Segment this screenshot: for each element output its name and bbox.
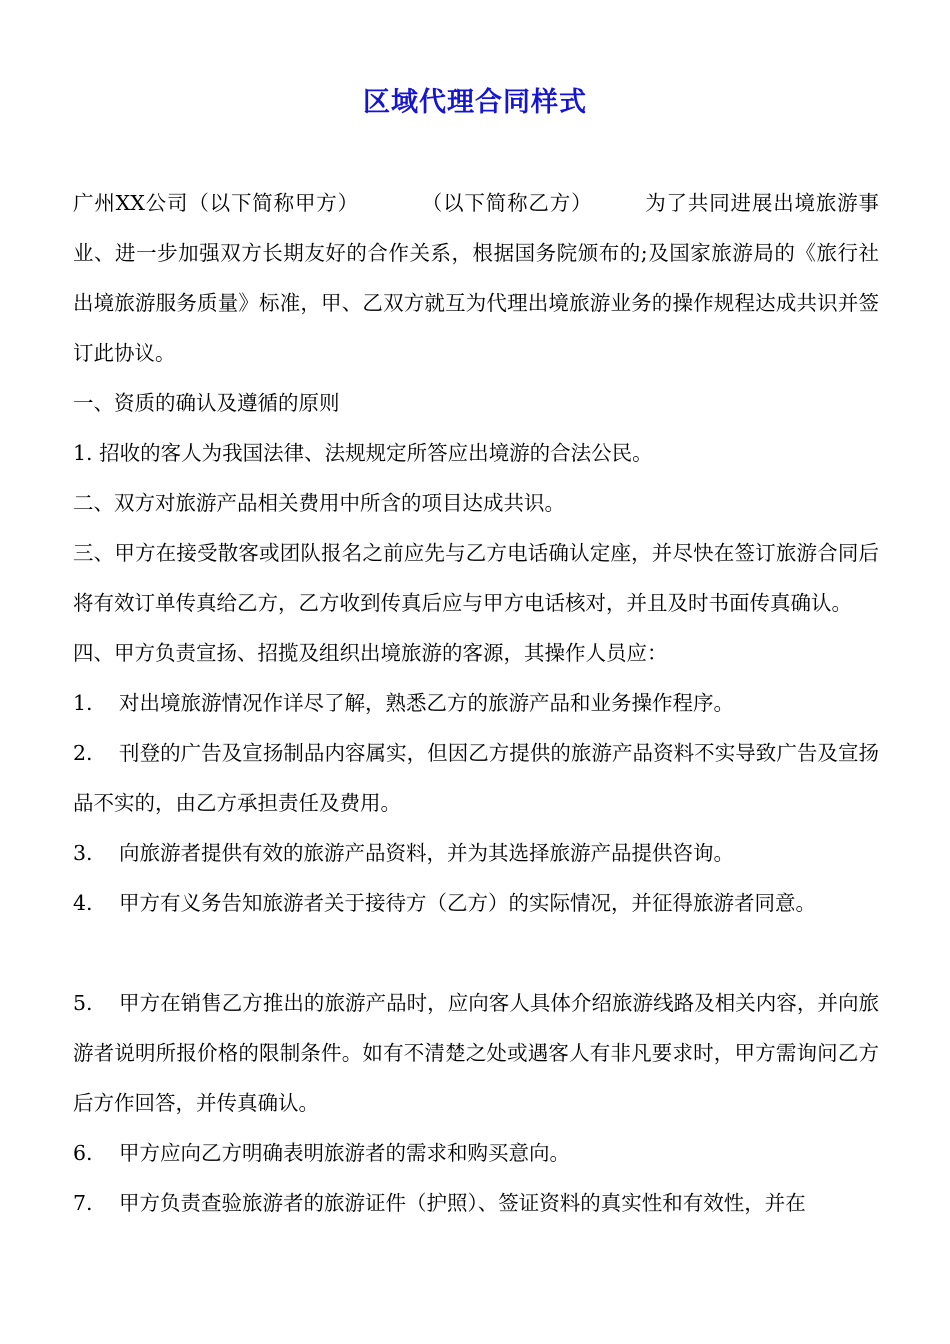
paragraph-gap <box>73 928 879 978</box>
item-text: 甲方在销售乙方推出的旅游产品时，应向客人具体介绍旅游线路及相关内容，并向旅游者说明所报价格的限制条件。如有不清楚之处或遇客人有非凡要求时，甲方需询问乙方后方作回答，并传真确认。 <box>73 991 879 1115</box>
list-item <box>73 878 879 928</box>
list-item <box>73 678 879 728</box>
list-item <box>73 1178 879 1228</box>
list-item <box>73 1128 879 1178</box>
item-number: 4. <box>73 891 93 915</box>
section-1-heading: 一、资质的确认及遵循的原则 <box>73 391 340 415</box>
item-text: 刊登的广告及宣扬制品内容属实，但因乙方提供的旅游产品资料不实导致广告及宣扬品不实的，由乙方承担责任及费用。 <box>73 741 879 815</box>
item-number: 5. <box>73 991 93 1015</box>
item-number: 6. <box>73 1141 93 1165</box>
item-number: 7. <box>73 1191 93 1215</box>
document-title: 区域代理合同样式 <box>363 87 587 118</box>
item-text: 甲方负责查验旅游者的旅游证件（护照）、签证资料的真实性和有效性，并在 <box>119 1191 806 1215</box>
item-text: 甲方有义务告知旅游者关于接待方（乙方）的实际情况，并征得旅游者同意。 <box>119 891 816 915</box>
list-item <box>73 828 879 878</box>
item-number: 3. <box>73 841 93 865</box>
section-1-item-1: 1. 招收的客人为我国法律、法规规定所答应出境游的合法公民。 <box>73 441 653 465</box>
list-item <box>73 978 879 1128</box>
document-body <box>73 178 879 1228</box>
list-item <box>73 728 879 828</box>
intro-paragraph <box>73 178 879 378</box>
intro-text: 为了共同进展出境旅游事业、进一步加强双方长期友好的合作关系，根据国务院颁布的;及国家旅游局的《旅行社出境旅游服务质量》标准，甲、乙双方就互为代理出境旅游业务的操作规程达成共识并签订此协议。 <box>73 191 880 365</box>
item-number: 1. <box>73 691 93 715</box>
party-b-text: （以下简称乙方） <box>420 191 593 215</box>
item-text: 向旅游者提供有效的旅游产品资料，并为其选择旅游产品提供咨询。 <box>119 841 734 865</box>
item-number: 2. <box>73 741 93 765</box>
item-text: 甲方应向乙方明确表明旅游者的需求和购买意向。 <box>119 1141 570 1165</box>
section-2-heading: 二、双方对旅游产品相关费用中所含的项目达成共识。 <box>73 491 565 515</box>
party-a-text: 广州XX公司（以下简称甲方） <box>73 191 359 215</box>
section-4-heading: 四、甲方负责宣扬、招揽及组织出境旅游的客源，其操作人员应： <box>73 641 668 665</box>
section-3-paragraph: 三、甲方在接受散客或团队报名之前应先与乙方电话确认定座，并尽快在签订旅游合同后将有效订单传真给乙方，乙方收到传真后应与甲方电话核对，并且及时书面传真确认。 <box>73 541 879 615</box>
item-text: 对出境旅游情况作详尽了解，熟悉乙方的旅游产品和业务操作程序。 <box>119 691 734 715</box>
